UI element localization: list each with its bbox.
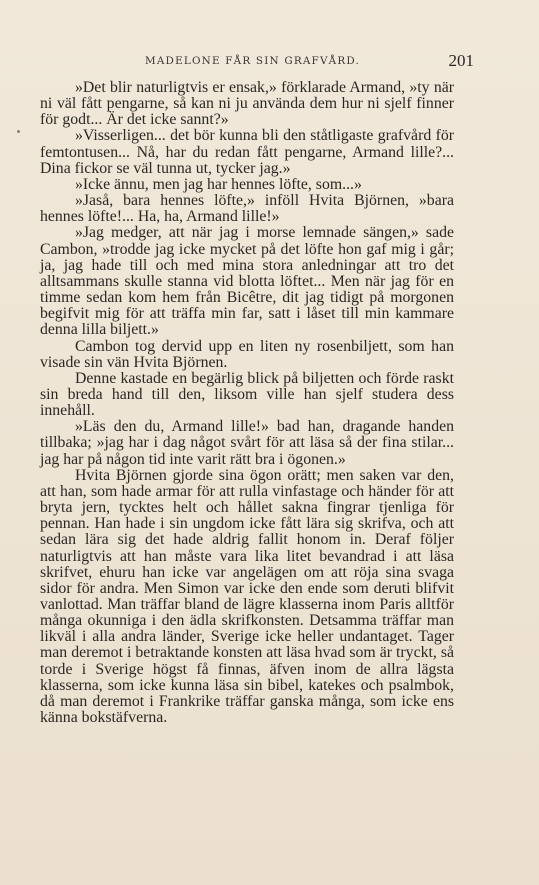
paragraph: »Jag medger, att när jag i morse lemnade sängen,» sade Cambon, »trodde jag icke mycket på det löfte hon gaf mig i går; ja, jag hade till och med mina stora anledningar att tro det alltsammans skulle stanna vid blotta löftet... Men när jag för en timme sedan kom hem från Bicêtre, dit jag tidigt på morgonen begifvit mig för att träffa min far, satt i låset till min kammare denna lilla biljett.» bbox=[40, 224, 454, 339]
paragraph: »Det blir naturligtvis er ensak,» förklarade Armand, »ty när ni väl fått pengarne, så kan ni ju använda dem hur ni sjelf finner för godt... Är det icke sannt?» bbox=[40, 79, 454, 129]
paragraph: Hvita Björnen gjorde sina ögon orätt; men saken var den, att han, som hade armar för att rulla vinfastage och händer för att bryta jern, tycktes helt och hållet sakna fingrar tjenliga för pennan. Han hade i sin ungdom icke fått lära sig skrifva, och att sedan lära sig det hade aldrig fallit honom in. Deraf följer naturligtvis att han måste vara lika litet bevandrad i att läsa skrifvet, ehuru han icke var angelägen om att röja sina svaga sidor för andra. Men Simon var icke den ende som deruti blifvit vanlottad. Man träffar bland de lägre klasserna inom Paris alltför många okunniga i den ädla skrifkonsten. Detsamma träffar man likväl i alla andra länder, Sverige icke heller undantaget. Tager man deremot i betraktande konsten att läsa hvad som är tryckt, så torde i Sverige högst få finnas, äfven inom de allra lägsta klasserna, som icke kunna läsa sin bibel, katekes och psalmbok, då man deremot i Frankrike träffar ganska många, som icke ens känna bokstäfverna. bbox=[40, 466, 454, 727]
paragraph: »Visserligen... det bör kunna bli den ståtligaste grafvård för femtontusen... Nå, har du redan fått pengarne, Armand lille?... Dina fickor se väl tunna ut, tycker jag.» bbox=[40, 127, 454, 177]
page-number: 201 bbox=[448, 51, 474, 70]
paragraph: Denne kastade en begärlig blick på biljetten och förde raskt sin breda hand till den, liksom ville han sjelf studera dess innehåll. bbox=[40, 369, 454, 420]
running-head: MADELONE FÅR SIN GRAFVÅRD. bbox=[145, 55, 361, 67]
margin-mark bbox=[17, 130, 20, 133]
paragraph: »Läs den du, Armand lille!» bad han, dragande handen tillbaka; »jag har i dag något svårt för att läsa så der fina stilar... jag har på någon tid inte varit rätt bra i ögonen.» bbox=[40, 418, 454, 468]
page-header bbox=[40, 51, 499, 73]
paragraph: »Icke ännu, men jag har hennes löfte, som...» bbox=[75, 175, 362, 193]
paragraph: »Jaså, bara hennes löfte,» inföll Hvita Björnen, »bara hennes löfte!... Ha, ha, Armand lille!» bbox=[40, 192, 454, 226]
paragraph: Cambon tog dervid upp en liten ny rosenbiljett, som han visade sin vän Hvita Björnen. bbox=[40, 337, 454, 371]
body-text bbox=[40, 80, 454, 726]
